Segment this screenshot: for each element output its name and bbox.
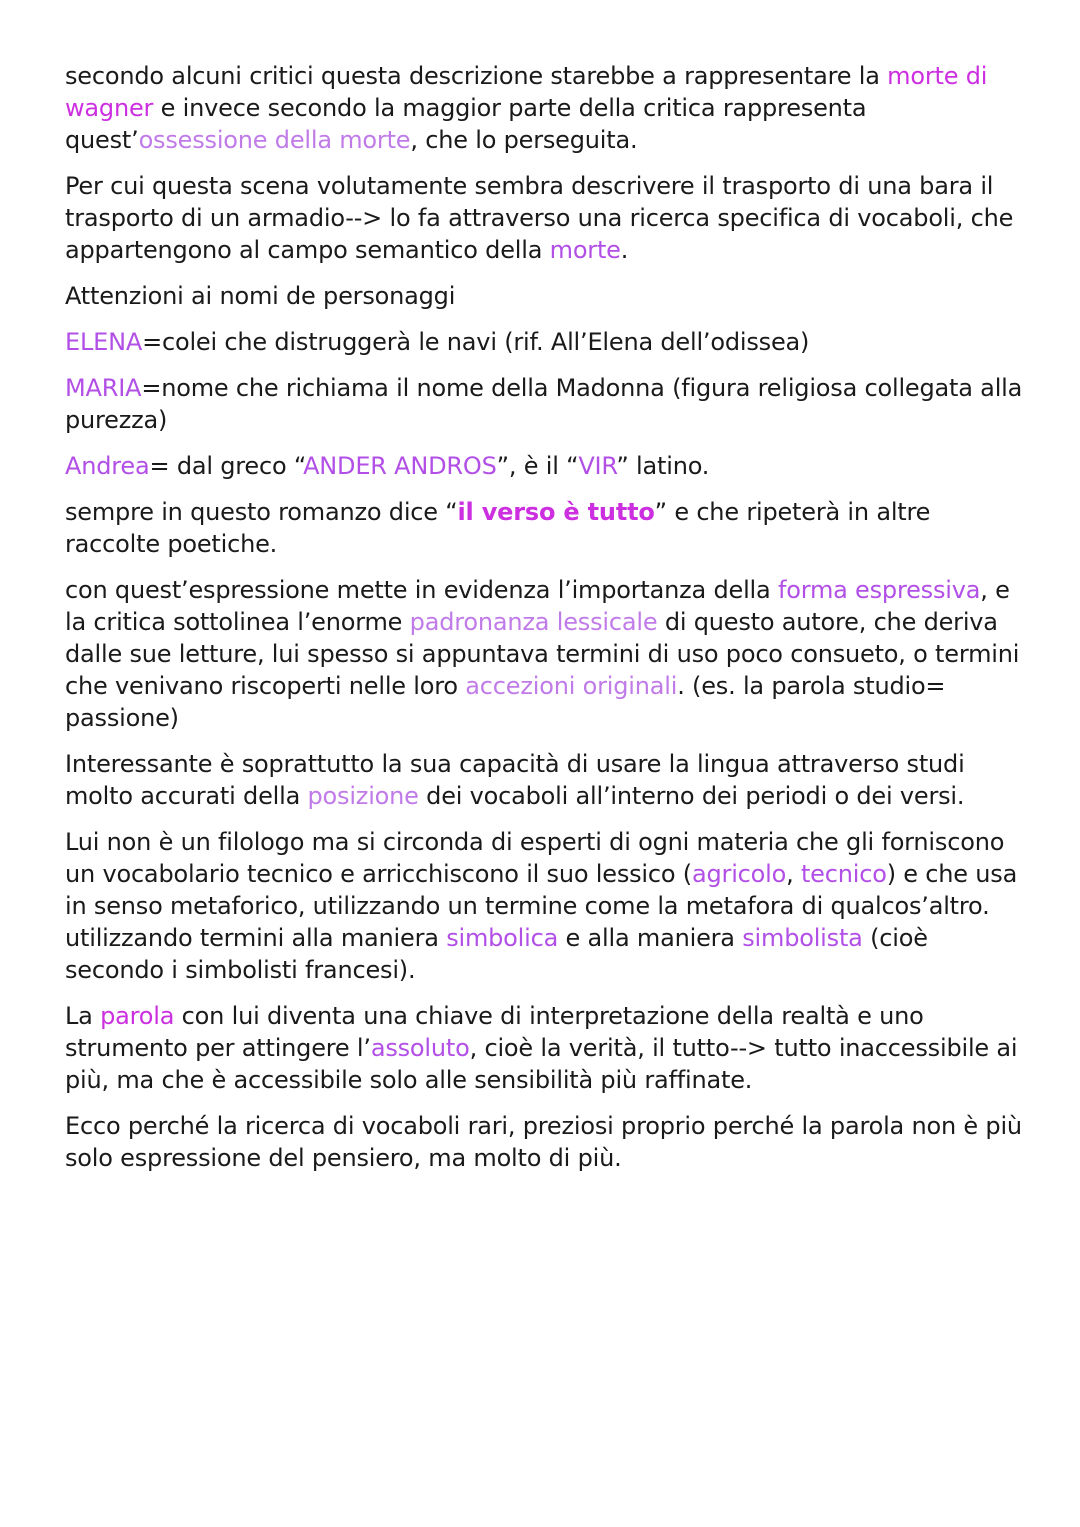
paragraph-wagner [65,60,1025,156]
text: Interessante è soprattutto la sua capacità di usare la lingua attraverso studi molto accurati della [65,750,965,810]
text: =nome che richiama il nome della Madonna (figura religiosa collegata alla purezza) [65,374,1023,434]
highlight-ander-andros: ANDER ANDROS [303,452,497,480]
highlight-simbolica: simbolica [446,924,559,952]
text: , [786,860,801,888]
text: = dal greco “ [149,452,304,480]
paragraph-forma-espressiva [65,574,1025,734]
highlight-accezioni-originali: accezioni originali [465,672,678,700]
text: e invece secondo la maggior parte della critica rappresenta quest’ [65,94,867,154]
paragraph-vocaboli-rari [65,1110,1025,1174]
text: ” latino. [616,452,710,480]
highlight-padronanza-lessicale: padronanza lessicale [409,608,658,636]
highlight-assoluto: assoluto [370,1034,470,1062]
notes-page [65,60,1025,1188]
highlight-andrea: Andrea [65,452,150,480]
paragraph-andrea [65,450,1025,482]
text: ” e che ripeterà in altre raccolte poetiche. [65,498,931,558]
text: e alla maniera [558,924,743,952]
text: dei vocaboli all’interno dei periodi o dei versi. [418,782,965,810]
text: Attenzioni ai nomi de personaggi [65,282,456,310]
highlight-posizione: posizione [307,782,419,810]
paragraph-parola [65,1000,1025,1096]
paragraph-elena [65,326,1025,358]
text: , che lo perseguita. [410,126,638,154]
text: sempre in questo romanzo dice “ [65,498,458,526]
highlight-morte-di-wagner: morte di wagner [65,62,988,122]
text: Lui non è un filologo ma si circonda di esperti di ogni materia che gli forniscono un vocabolario tecnico e arricchiscono il suo lessico ( [65,828,1005,888]
paragraph-maria [65,372,1025,436]
text: ”, è il “ [496,452,579,480]
text: (cioè secondo i simbolisti francesi). [65,924,928,984]
text: con lui diventa una chiave di interpretazione della realtà e uno strumento per attingere l’ [65,1002,924,1062]
highlight-ossessione-della-morte: ossessione della morte [138,126,411,154]
text: La [65,1002,101,1030]
text: =colei che distruggerà le navi (rif. All’Elena dell’odissea) [142,328,810,356]
text: , e la critica sottolinea l’enorme [65,576,1010,636]
text: di questo autore, che deriva dalle sue letture, lui spesso si appuntava termini di uso poco consueto, o termini che venivano riscoperti nelle loro [65,608,1020,700]
highlight-elena: ELENA [65,328,143,356]
paragraph-scena [65,170,1025,266]
text: secondo alcuni critici questa descrizione starebbe a rappresentare la [65,62,888,90]
text: Ecco perché la ricerca di vocaboli rari, preziosi proprio perché la parola non è più solo espressione del pensiero, ma molto di più. [65,1112,1022,1172]
paragraph-verso [65,496,1025,560]
highlight-tecnico: tecnico [800,860,887,888]
paragraph-filologo [65,826,1025,986]
paragraph-nomi-personaggi [65,280,1025,312]
highlight-simbolista: simbolista [742,924,863,952]
text: Per cui questa scena volutamente sembra descrivere il trasporto di una bara il trasporto di un armadio--> lo fa attraverso una ricerca specifica di vocaboli, che appartengono al campo semantico della [65,172,1014,264]
highlight-il-verso-e-tutto: il verso è tutto [457,498,655,526]
highlight-vir: VIR [578,452,617,480]
text: . [620,236,629,264]
text: . (es. la parola studio= passione) [65,672,946,732]
text: , cioè la verità, il tutto--> tutto inaccessibile ai più, ma che è accessibile solo alle sensibilità più raffinate. [65,1034,1018,1094]
highlight-agricolo: agricolo [691,860,787,888]
highlight-forma-espressiva: forma espressiva [777,576,981,604]
text: con quest’espressione mette in evidenza l’importanza della [65,576,778,604]
highlight-parola: parola [100,1002,175,1030]
highlight-morte: morte [549,236,621,264]
highlight-maria: MARIA [65,374,142,402]
paragraph-posizione [65,748,1025,812]
text: ) e che usa in senso metaforico, utilizzando un termine come la metafora di qualcos’altro. utilizzando termini alla maniera [65,860,1018,952]
